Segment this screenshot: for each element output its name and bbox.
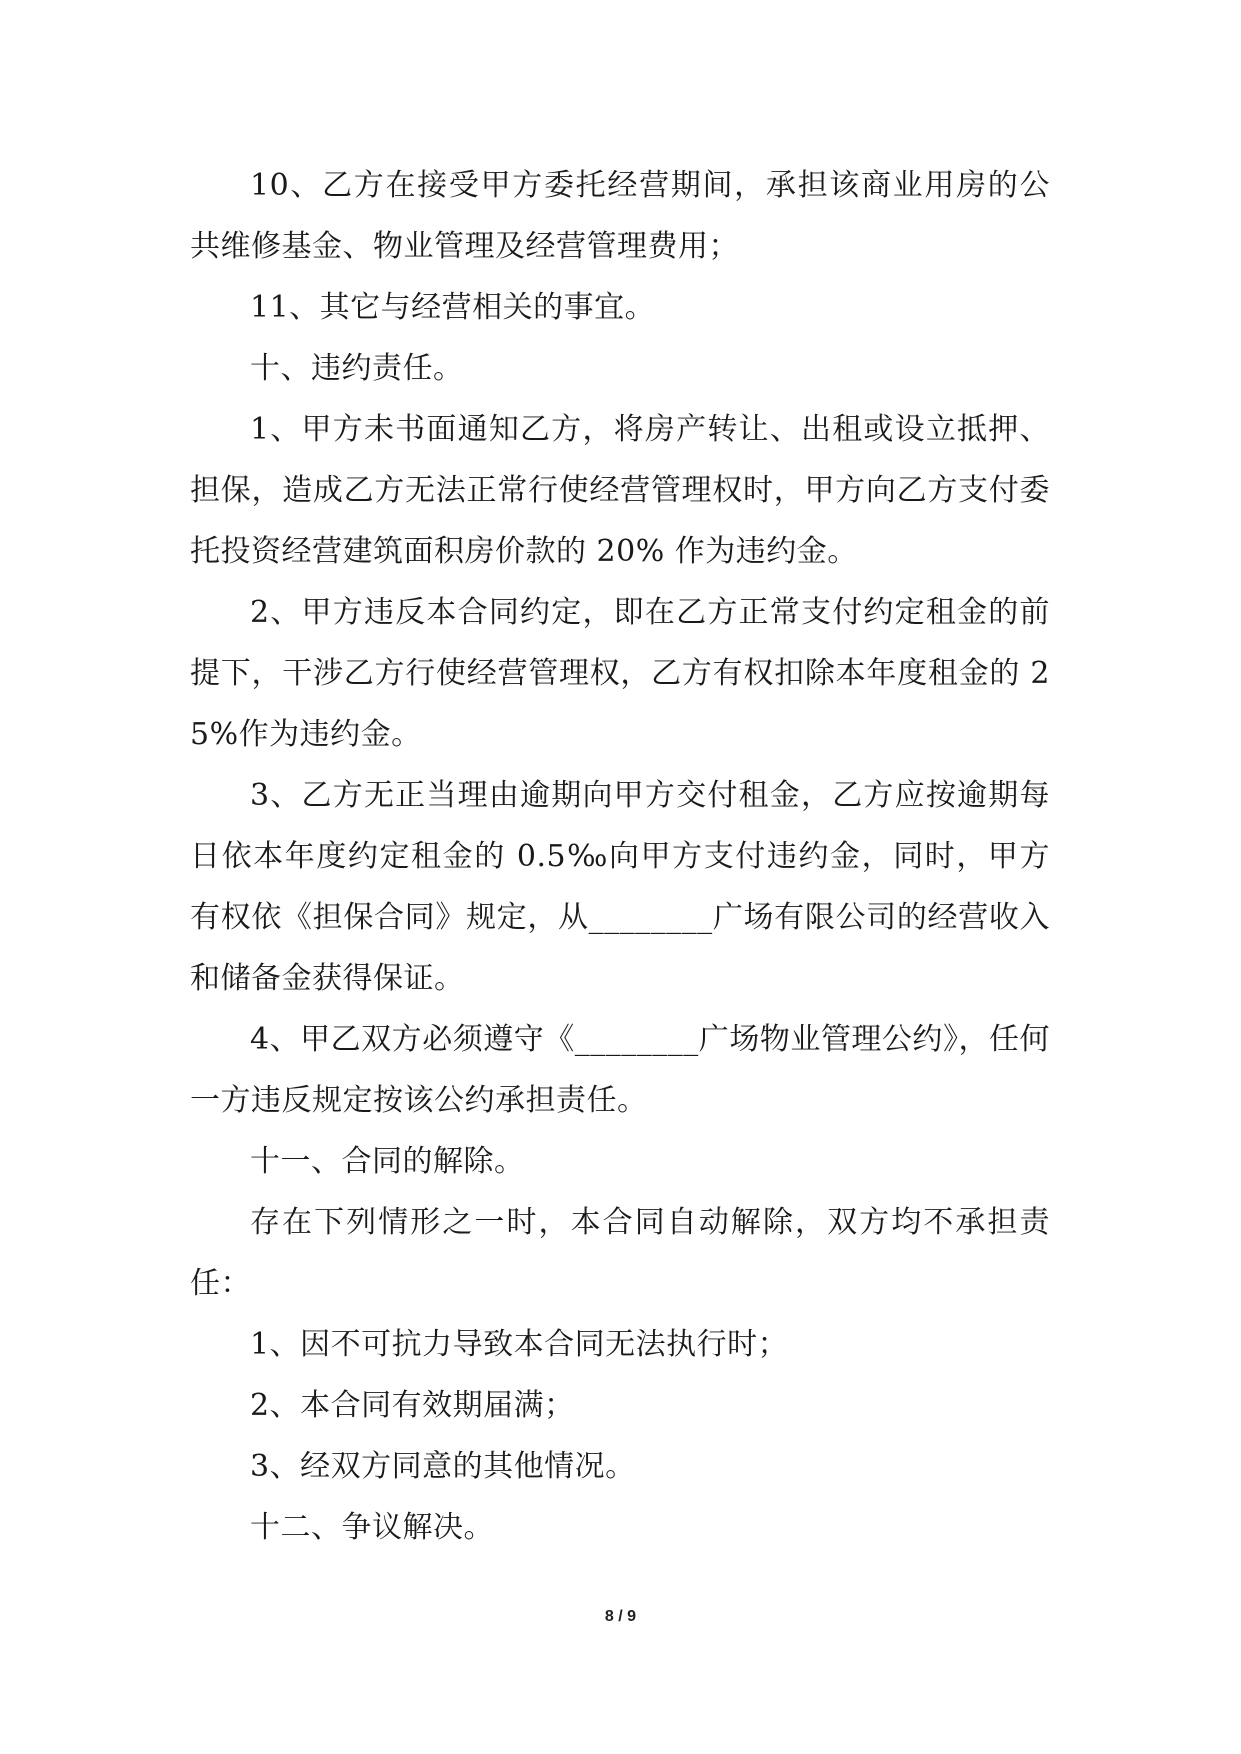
breach-clause-4: 4、甲乙双方必须遵守《________广场物业管理公约》，任何一方违反规定按该公约承担责任。 bbox=[190, 1022, 1050, 1118]
page-number: 8 / 9 bbox=[604, 1608, 637, 1625]
section-heading-breach-liability: 十、违约责任。 bbox=[250, 351, 464, 386]
section-heading-termination: 十一、合同的解除。 bbox=[250, 1144, 525, 1179]
breach-clause-2: 2、甲方违反本合同约定，即在乙方正常支付约定租金的前提下，干涉乙方行使经营管理权，乙方有权扣除本年度租金的 25%作为违约金。 bbox=[190, 595, 1050, 752]
termination-item-3: 3、经双方同意的其他情况。 bbox=[250, 1449, 636, 1484]
breach-clause-1: 1、甲方未书面通知乙方，将房产转让、出租或设立抵押、担保，造成乙方无法正常行使经营管理权时，甲方向乙方支付委托投资经营建筑面积房价款的 20% 作为违约金。 bbox=[190, 412, 1050, 569]
section-heading-dispute-resolution: 十二、争议解决。 bbox=[250, 1510, 494, 1545]
document-body bbox=[190, 155, 1050, 1558]
breach-clause-3: 3、乙方无正当理由逾期向甲方交付租金，乙方应按逾期每日依本年度约定租金的 0.5‰向甲方支付违约金，同时，甲方有权依《担保合同》规定，从________广场有限公司的经营收入和储备金获得保证。 bbox=[190, 778, 1050, 996]
termination-item-2: 2、本合同有效期届满； bbox=[250, 1388, 575, 1423]
termination-item-1: 1、因不可抗力导致本合同无法执行时； bbox=[250, 1327, 789, 1362]
termination-intro: 存在下列情形之一时，本合同自动解除，双方均不承担责任： bbox=[190, 1205, 1050, 1301]
clause-10-maintenance-fees: 10、乙方在接受甲方委托经营期间，承担该商业用房的公共维修基金、物业管理及经营管理费用； bbox=[190, 168, 1050, 264]
clause-11-other-matters: 11、其它与经营相关的事宜。 bbox=[250, 290, 656, 325]
